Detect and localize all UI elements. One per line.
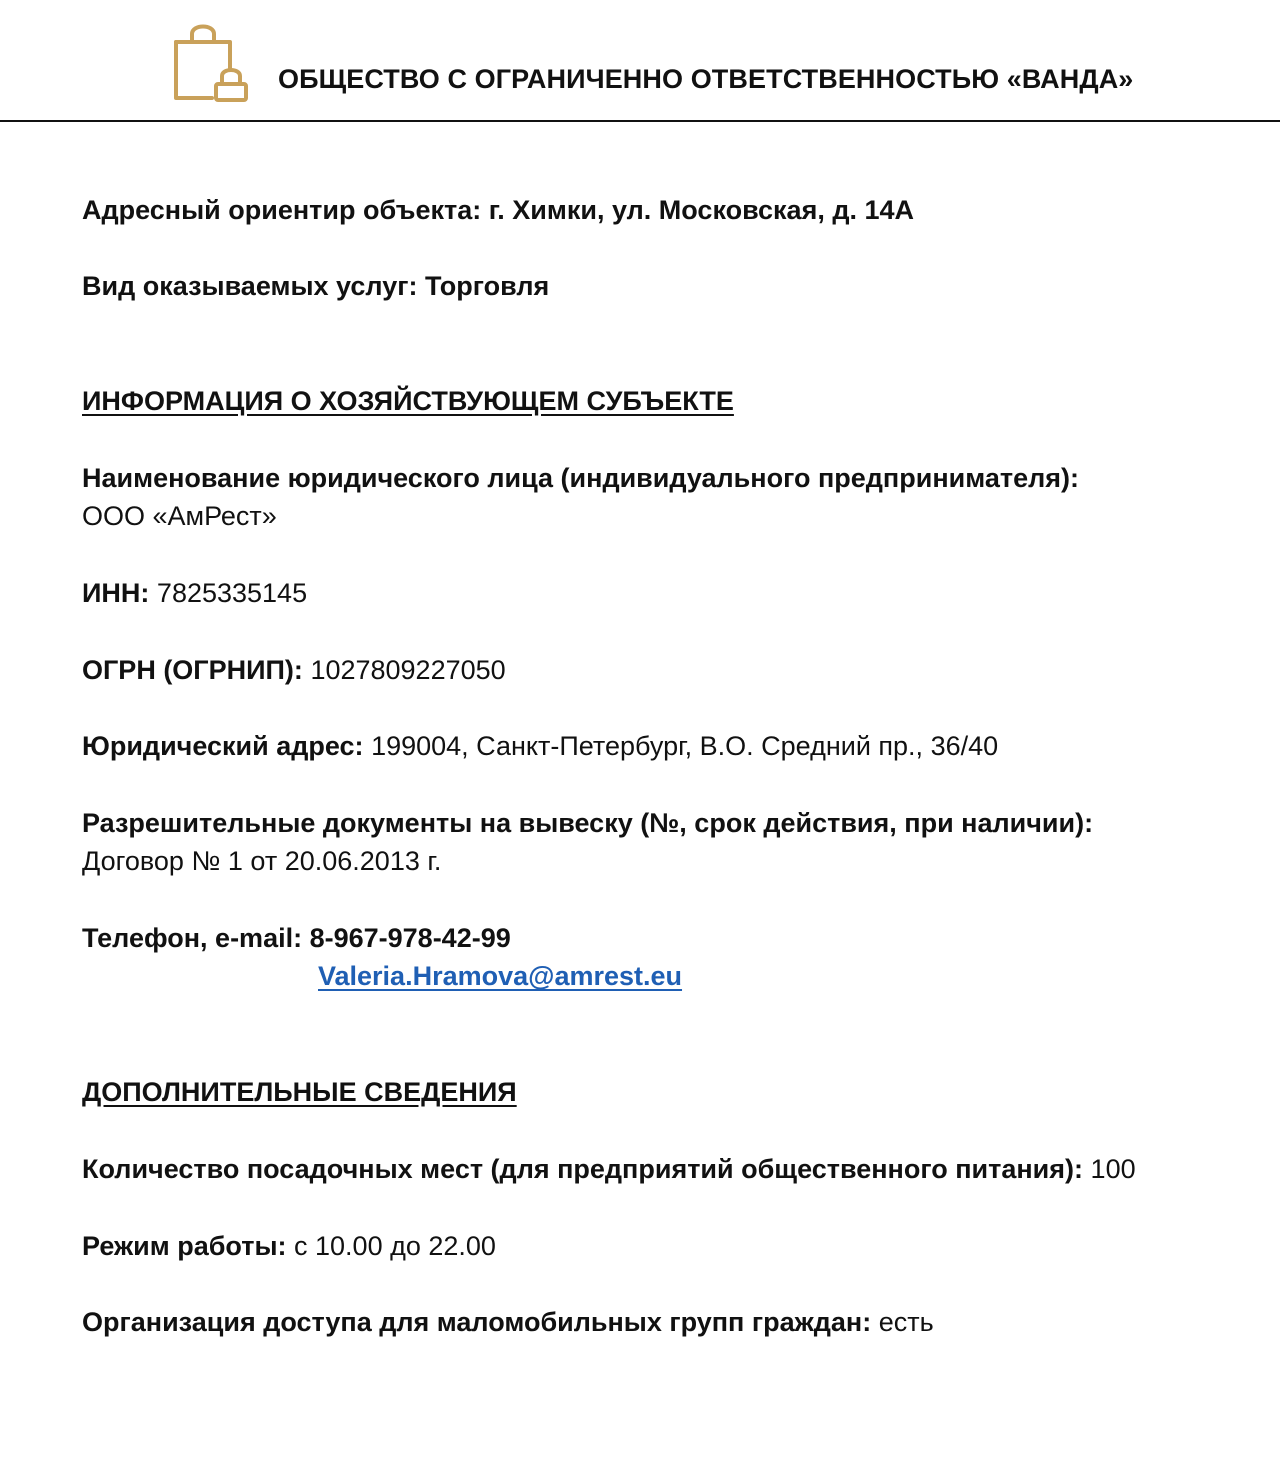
accessibility-label: Организация доступа для маломобильных групп граждан:: [82, 1307, 872, 1337]
seats-label: Количество посадочных мест (для предприятий общественного питания):: [82, 1154, 1084, 1184]
legal-address-row: [82, 727, 998, 765]
inn-label: ИНН:: [82, 578, 150, 608]
permits-value: Договор № 1 от 20.06.2013 г.: [82, 846, 442, 876]
accessibility-row: [82, 1303, 934, 1341]
services-type: Вид оказываемых услуг: Торговля: [82, 271, 550, 301]
email-link[interactable]: Valeria.Hramova@amrest.eu: [318, 961, 683, 991]
permits-label: Разрешительные документы на вывеску (№, срок действия, при наличии):: [82, 808, 1094, 838]
entity-name-value: ООО «АмРест»: [82, 501, 277, 531]
hours-value: с 10.00 до 22.00: [294, 1231, 496, 1261]
hours-row: [82, 1227, 496, 1265]
additional-section-title: ДОПОЛНИТЕЛЬНЫЕ СВЕДЕНИЯ: [82, 1077, 517, 1107]
shopping-bag-lock-icon: [170, 18, 250, 104]
hours-label: Режим работы:: [82, 1231, 287, 1261]
inn-row: [82, 574, 307, 612]
seats-row: [82, 1150, 1136, 1188]
ogrn-label: ОГРН (ОГРНИП):: [82, 655, 303, 685]
entity-name-label: Наименование юридического лица (индивидуального предпринимателя):: [82, 463, 1079, 493]
phone-value: 8-967-978-42-99: [309, 923, 511, 953]
contacts-block: [82, 919, 782, 999]
legal-address-value: 199004, Санкт-Петербург, В.О. Средний пр., 36/40: [371, 731, 999, 761]
object-address: Адресный ориентир объекта: г. Химки, ул. Московская, д. 14А: [82, 195, 915, 225]
company-name: ОБЩЕСТВО С ОГРАНИЧЕННО ОТВЕТСТВЕННОСТЬЮ «ВАНДА»: [278, 64, 1134, 94]
legal-address-label: Юридический адрес:: [82, 731, 364, 761]
contacts-label: Телефон, e-mail:: [82, 923, 303, 953]
ogrn-value: 1027809227050: [310, 655, 506, 685]
entity-name-block: [82, 459, 1079, 535]
entity-section-title: ИНФОРМАЦИЯ О ХОЗЯЙСТВУЮЩЕМ СУБЪЕКТЕ: [82, 386, 734, 416]
ogrn-row: [82, 651, 506, 689]
seats-value: 100: [1090, 1154, 1136, 1184]
accessibility-value: есть: [878, 1307, 934, 1337]
permits-block: [82, 804, 1093, 880]
inn-value: 7825335145: [156, 578, 308, 608]
document-header: [0, 0, 1280, 122]
